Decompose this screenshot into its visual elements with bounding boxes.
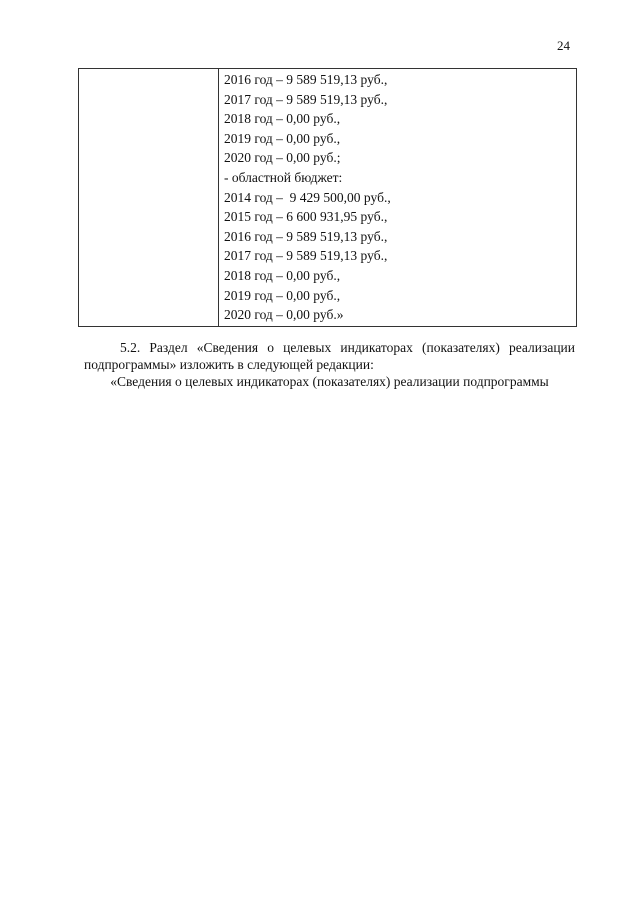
funding-line: 2020 год – 0,00 руб.; — [224, 150, 341, 166]
section-heading: «Сведения о целевых индикаторах (показателях) реализации подпрограммы — [110, 374, 549, 389]
funding-line: 2016 год – 9 589 519,13 руб., — [224, 72, 388, 87]
table-cell-values — [219, 69, 577, 327]
table-cell-label — [79, 69, 219, 327]
funding-line: 2015 год – 6 600 931,95 руб., — [224, 209, 388, 225]
page-number: 24 — [557, 38, 570, 53]
funding-line: - областной бюджет: — [224, 169, 343, 185]
funding-line: 2019 год – 0,00 руб., — [224, 130, 341, 146]
funding-line: 2020 год – 0,00 руб.» — [224, 307, 344, 323]
funding-line: 2017 год – 9 589 519,13 руб., — [224, 248, 388, 264]
funding-line: 2018 год – 0,00 руб., — [224, 111, 341, 127]
funding-line: 2016 год – 9 589 519,13 руб., — [224, 228, 388, 244]
funding-line: 2018 год – 0,00 руб., — [224, 267, 341, 283]
funding-line: 2017 год – 9 589 519,13 руб., — [224, 91, 388, 107]
funding-line: 2019 год – 0,00 руб., — [224, 287, 341, 303]
funding-line: 2014 год – 9 429 500,00 руб., — [224, 189, 391, 205]
funding-table — [78, 68, 577, 327]
amendment-paragraph: 5.2. Раздел «Сведения о целевых индикаторах (показателях) реализации подпрограммы» изложить в следующей редакции: — [84, 340, 575, 372]
table-row — [79, 69, 577, 327]
